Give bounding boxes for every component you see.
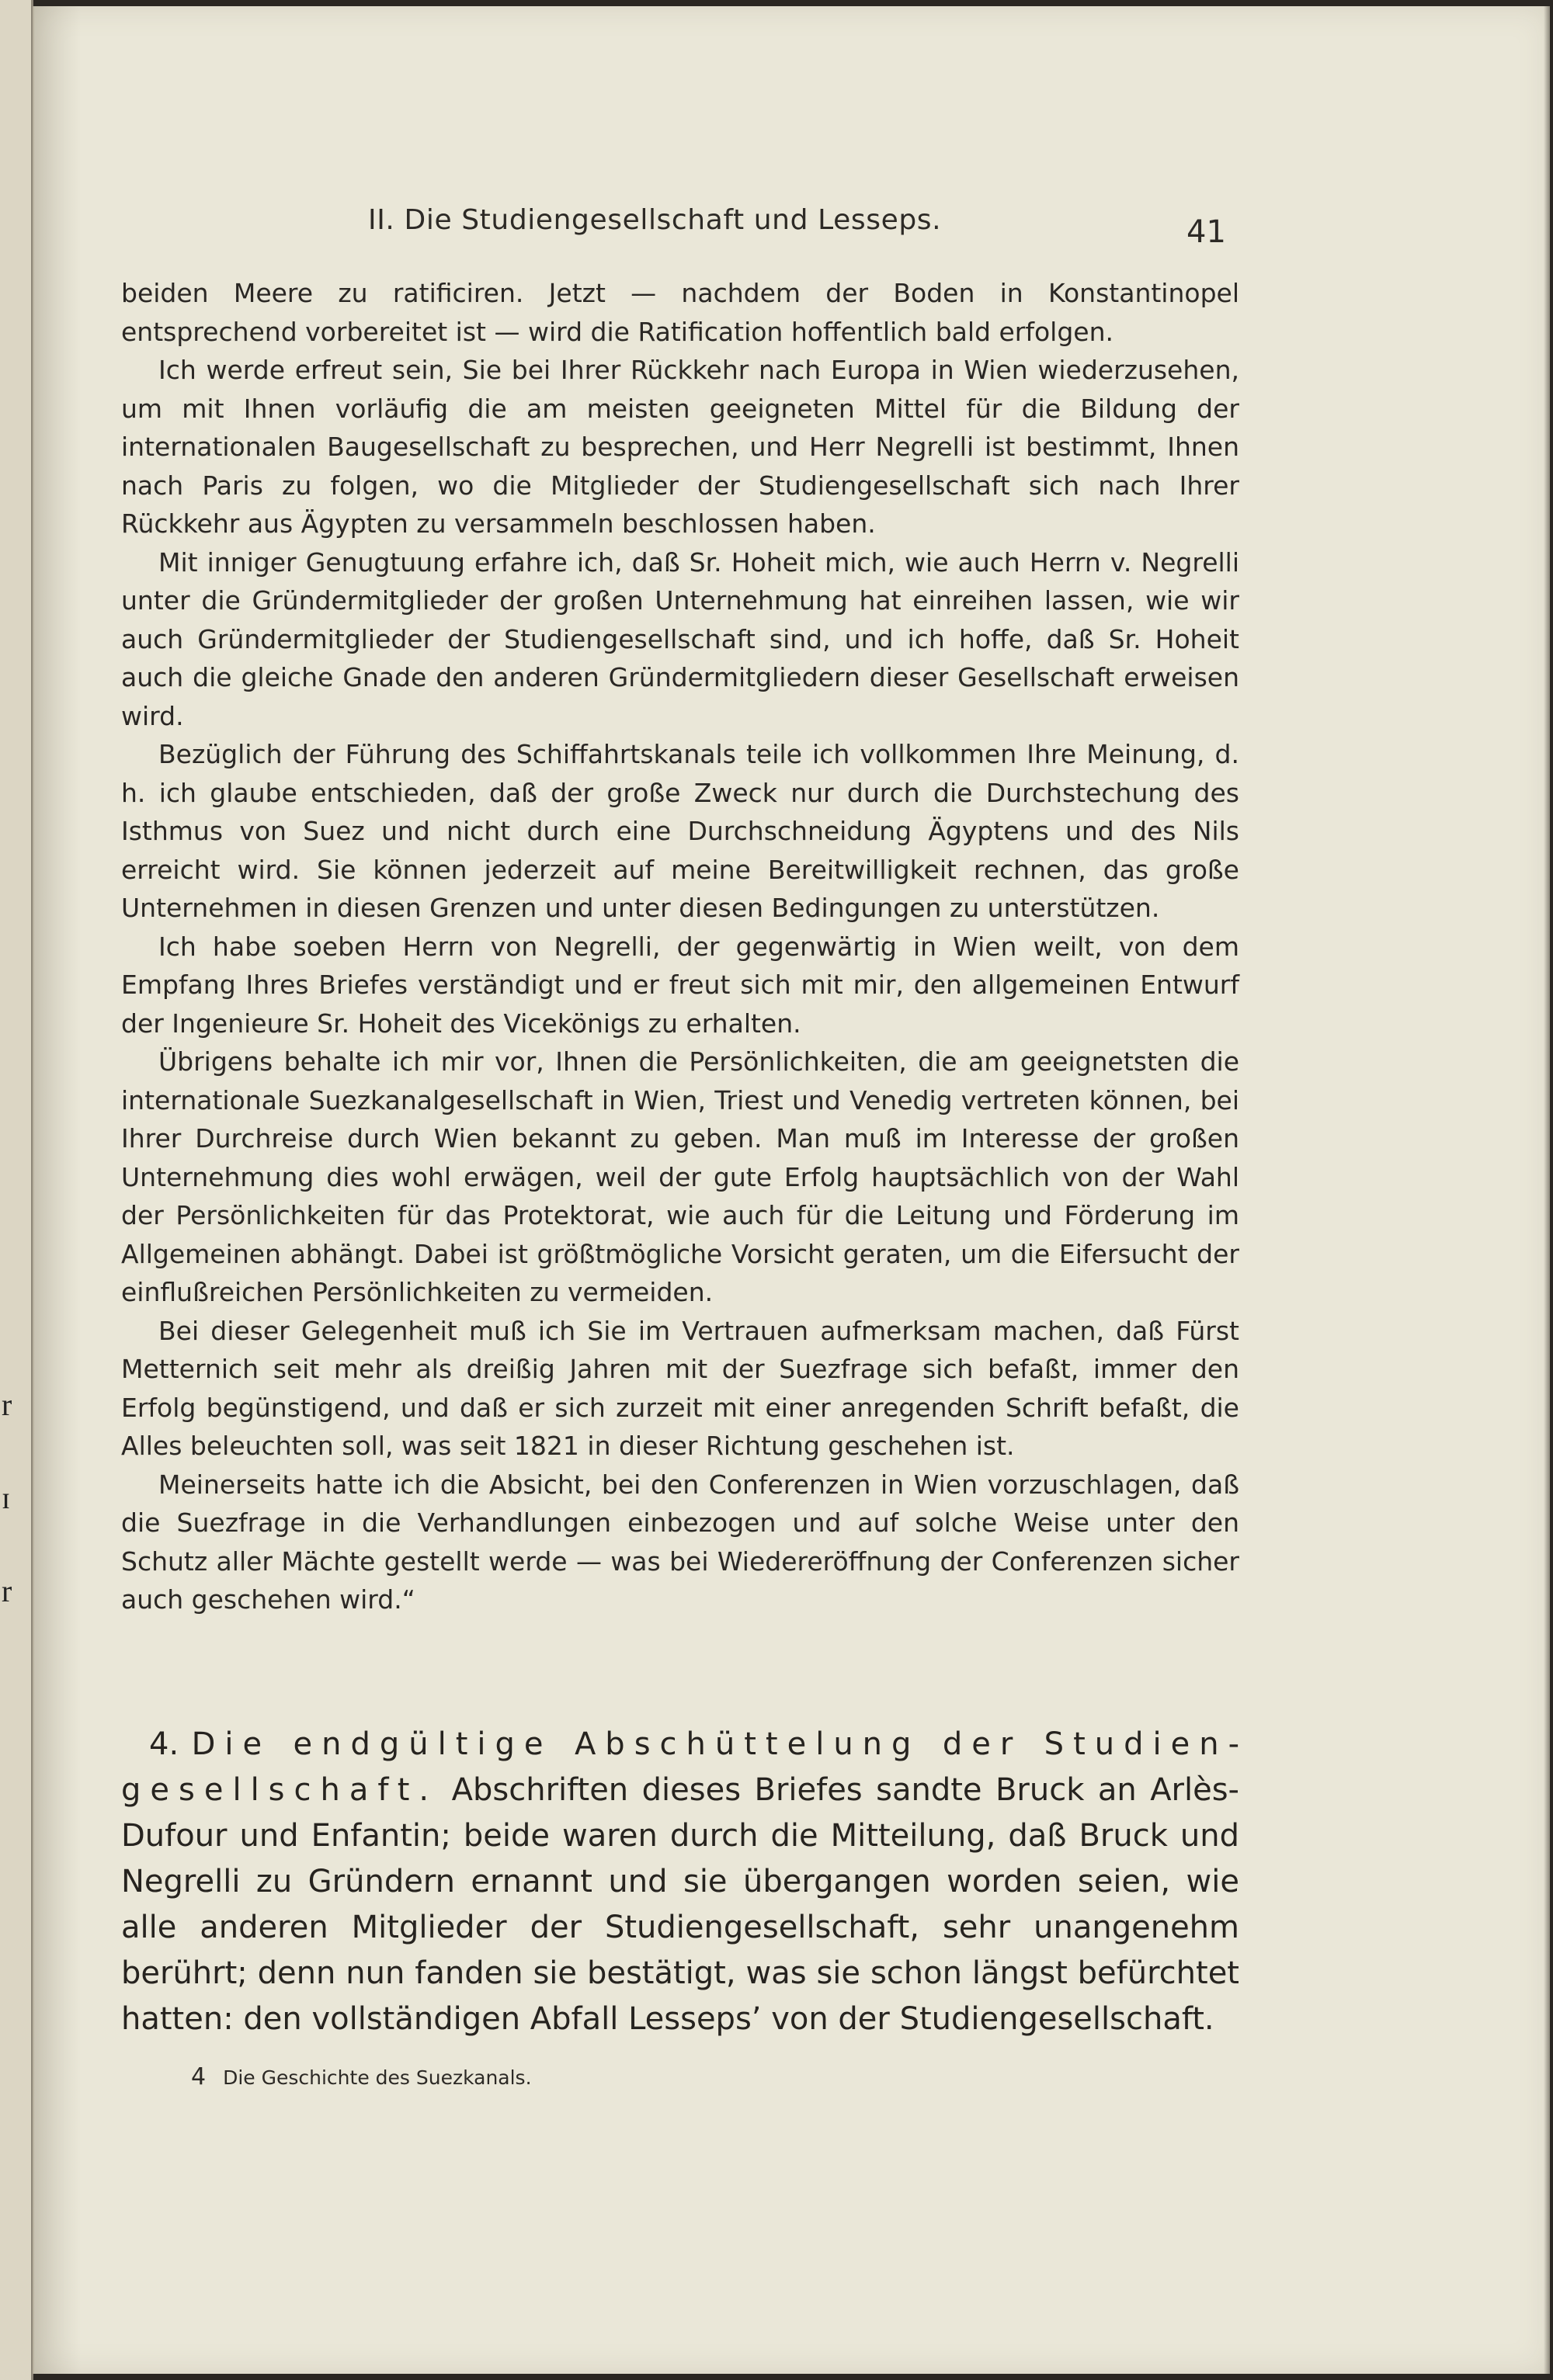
signature-number: 4	[191, 2063, 207, 2090]
previous-page-edge	[0, 0, 33, 2380]
previous-page-mark: ɪ	[2, 1480, 11, 1515]
previous-page-mark: r	[2, 1573, 12, 1608]
section-number: 4.	[149, 1726, 179, 1762]
paragraph: Bezüglich der Führung des Schiffahrtskanals teile ich vollkommen Ihre Meinung, d. h. ich glaube entschieden, daß der große Zweck nur durch die Durchstechung des Isthmus von Suez und nicht durch eine Durchschneidung Ägyptens und des Nils erreicht wird. Sie können jederzeit auf meine Bereitwilligkeit rechnen, das große Unternehmen in diesen Grenzen und unter diesen Bedingungen zu unterstützen.	[121, 739, 1239, 923]
book-page	[33, 6, 1550, 2374]
section-text: Abschriften dieses Briefes sandte Bruck an Arlès-Dufour und Enfantin; beide waren durch die Mitteilung, daß Bruck und Negrelli zu Gründern ernannt und sie übergangen worden seien, wie alle anderen Mitglieder der Studiengesellschaft, sehr unangenehm berührt; denn nun fanden sie bestätigt, was sie schon längst befürchtet hatten: den vollständigen Abfall Lesseps’ von der Studiengesellschaft.	[121, 1772, 1239, 2037]
page-number: 41	[1186, 214, 1226, 250]
paragraph: Ich habe soeben Herrn von Negrelli, der gegenwärtig in Wien weilt, von dem Empfang Ihres Briefes verständigt und er freut sich mit mir, den allgemeinen Entwurf der Ingenieure Sr. Hoheit des Vicekönigs zu erhalten.	[121, 931, 1239, 1039]
previous-page-mark: r	[2, 1387, 12, 1422]
signature-line	[191, 2063, 532, 2090]
section-paragraph	[121, 1722, 1239, 2042]
section-heading: Die endgültige Abschüttelung der Studiengesellschaft.	[121, 1726, 1240, 1808]
previous-page-marks	[2, 1358, 28, 1638]
section-4	[121, 1722, 1239, 2042]
paragraph: Mit inniger Genugtuung erfahre ich, daß Sr. Hoheit mich, wie auch Herrn v. Negrelli unter die Gründermitglieder der großen Unternehmung hat einreihen lassen, wie wir auch Gründermitglieder der Studiengesellschaft sind, und ich hoffe, daß Sr. Hoheit auch die gleiche Gnade den anderen Gründermitgliedern dieser Gesellschaft erweisen wird.	[121, 546, 1239, 731]
paragraph: Ich werde erfreut sein, Sie bei Ihrer Rückkehr nach Europa in Wien wiederzusehen, um mit Ihnen vorläufig die am meisten geeigneten Mittel für die Bildung der internationalen Baugesellschaft zu besprechen, und Herr Negrelli ist bestimmt, Ihnen nach Paris zu folgen, wo die Mitglieder der Studiengesellschaft sich nach Ihrer Rückkehr aus Ägypten zu versammeln beschlossen haben.	[121, 355, 1239, 539]
gutter-shadow	[34, 6, 81, 2374]
page-edge	[1544, 6, 1550, 2374]
running-head: II. Die Studiengesellschaft und Lesseps.	[368, 204, 942, 236]
paragraph: Übrigens behalte ich mir vor, Ihnen die Persönlichkeiten, die am geeignetsten die internationale Suezkanalgesellschaft in Wien, Triest und Venedig vertreten können, bei Ihrer Durchreise durch Wien bekannt zu geben. Man muß im Interesse der großen Unternehmung dies wohl erwägen, weil der gute Erfolg hauptsächlich von der Wahl der Persönlichkeiten für das Protektorat, wie auch für die Leitung und Förderung im Allgemeinen abhängt. Dabei ist größtmögliche Vorsicht geraten, um die Eifersucht der einflußreichen Persönlichkeiten zu vermeiden.	[121, 1046, 1239, 1307]
signature-title: Die Geschichte des Suezkanals.	[223, 2066, 532, 2089]
body-text	[121, 274, 1239, 1619]
paragraph: Meinerseits hatte ich die Absicht, bei den Conferenzen in Wien vorzuschlagen, daß die Suezfrage in die Verhandlungen einbezogen und auf solche Weise unter den Schutz aller Mächte gestellt werde — was bei Wiedereröffnung der Conferenzen sicher auch geschehen wird.“	[121, 1469, 1239, 1615]
paragraph: Bei dieser Gelegenheit muß ich Sie im Vertrauen aufmerksam machen, daß Fürst Metternich seit mehr als dreißig Jahren mit der Suezfrage sich befaßt, immer den Erfolg begünstigend, und daß er sich zurzeit mit einer anregenden Schrift befaßt, die Alles beleuchten soll, was seit 1821 in dieser Richtung geschehen ist.	[121, 1315, 1239, 1461]
paragraph: beiden Meere zu ratificiren. Jetzt — nachdem der Boden in Konstantinopel entsprechend vorbereitet ist — wird die Ratification hoffentlich bald erfolgen.	[121, 278, 1239, 347]
